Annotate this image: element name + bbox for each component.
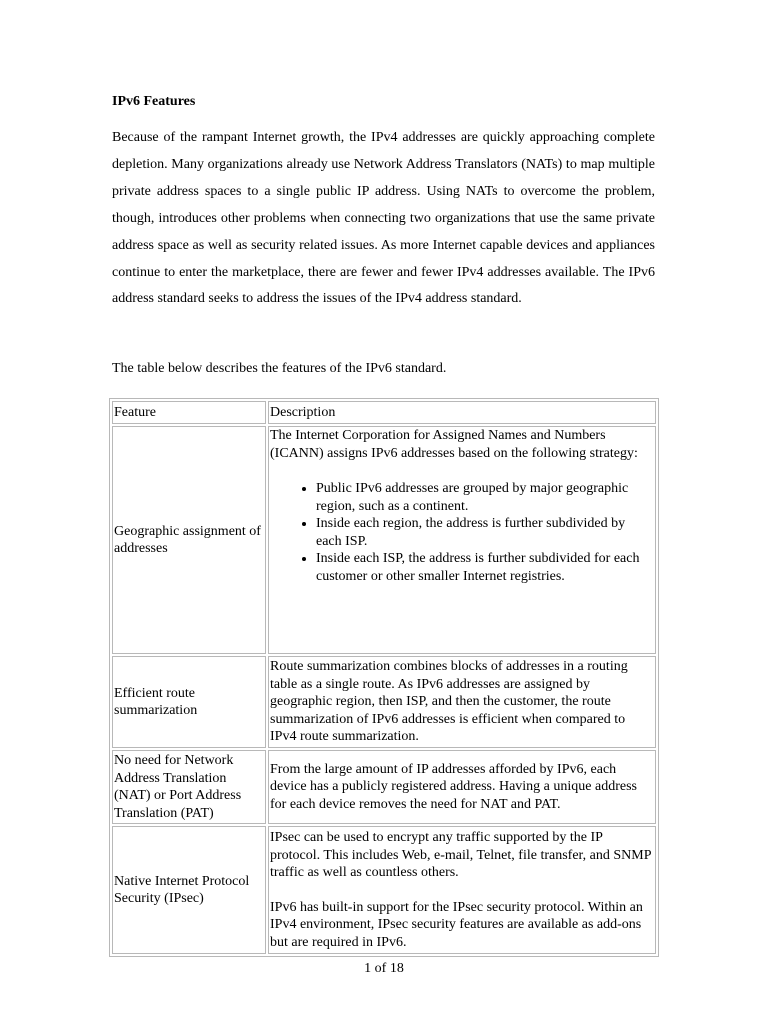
description-cell xyxy=(268,826,656,954)
description-cell xyxy=(268,426,656,654)
list-item: • Inside each region, the address is further subdivided by each ISP. xyxy=(316,515,654,550)
table-row xyxy=(112,826,656,954)
feature-cell: Native Internet Protocol Security (IPsec) xyxy=(112,826,266,954)
description-text: IPv6 has built-in support for the IPsec security protocol. Within an IPv4 environment, IPsec security features are available as add-ons but are required in IPv6. xyxy=(270,899,643,950)
list-item: • Public IPv6 addresses are grouped by major geographic region, such as a continent. xyxy=(316,480,654,515)
table-row xyxy=(112,750,656,824)
table-intro-paragraph: The table below describes the features of the IPv6 standard. xyxy=(112,361,447,376)
table-row xyxy=(112,426,656,654)
features-table xyxy=(109,398,659,957)
intro-paragraph: Because of the rampant Internet growth, the IPv4 addresses are quickly approaching complete depletion. Many organizations already use Network Address Translators (NATs) to map multiple private address spaces to a single public IP address. Using NATs to overcome the problem, though, introduces other problems when connecting two organizations that use the same private address space as well as security related issues. As more Internet capable devices and appliances continue to enter the marketplace, there are fewer and fewer IPv4 addresses available. The IPv6 address standard seeks to address the issues of the IPv4 address standard. xyxy=(112,130,655,307)
feature-cell: No need for Network Address Translation (NAT) or Port Address Translation (PAT) xyxy=(112,750,266,824)
description-cell: From the large amount of IP addresses afforded by IPv6, each device has a publicly registered address. Having a unique address for each device removes the need for NAT and PAT. xyxy=(268,750,656,824)
list-item: • Inside each ISP, the address is further subdivided for each customer or other smaller Internet registries. xyxy=(316,550,654,585)
table-row xyxy=(112,656,656,748)
feature-cell: Geographic assignment of addresses xyxy=(112,426,266,654)
table-header-row xyxy=(112,401,656,424)
header-description: Description xyxy=(268,401,656,424)
feature-cell: Efficient route summarization xyxy=(112,656,266,748)
section-heading: IPv6 Features xyxy=(112,94,196,109)
description-cell: Route summarization combines blocks of addresses in a routing table as a single route. As IPv6 addresses are assigned by geographic region, then ISP, and then the customer, the route summarization of IPv6 addresses is efficient when compared to IPv4 route summarization. xyxy=(268,656,656,748)
description-text: The Internet Corporation for Assigned Names and Numbers (ICANN) assigns IPv6 addresses based on the following strategy: xyxy=(270,428,638,461)
page-number: 1 of 18 xyxy=(364,961,404,976)
header-feature: Feature xyxy=(112,401,266,424)
bullet-list xyxy=(270,480,654,585)
description-text: IPsec can be used to encrypt any traffic supported by the IP protocol. This includes Web, e-mail, Telnet, file transfer, and SNMP traffic as well as countless others. xyxy=(270,830,651,880)
